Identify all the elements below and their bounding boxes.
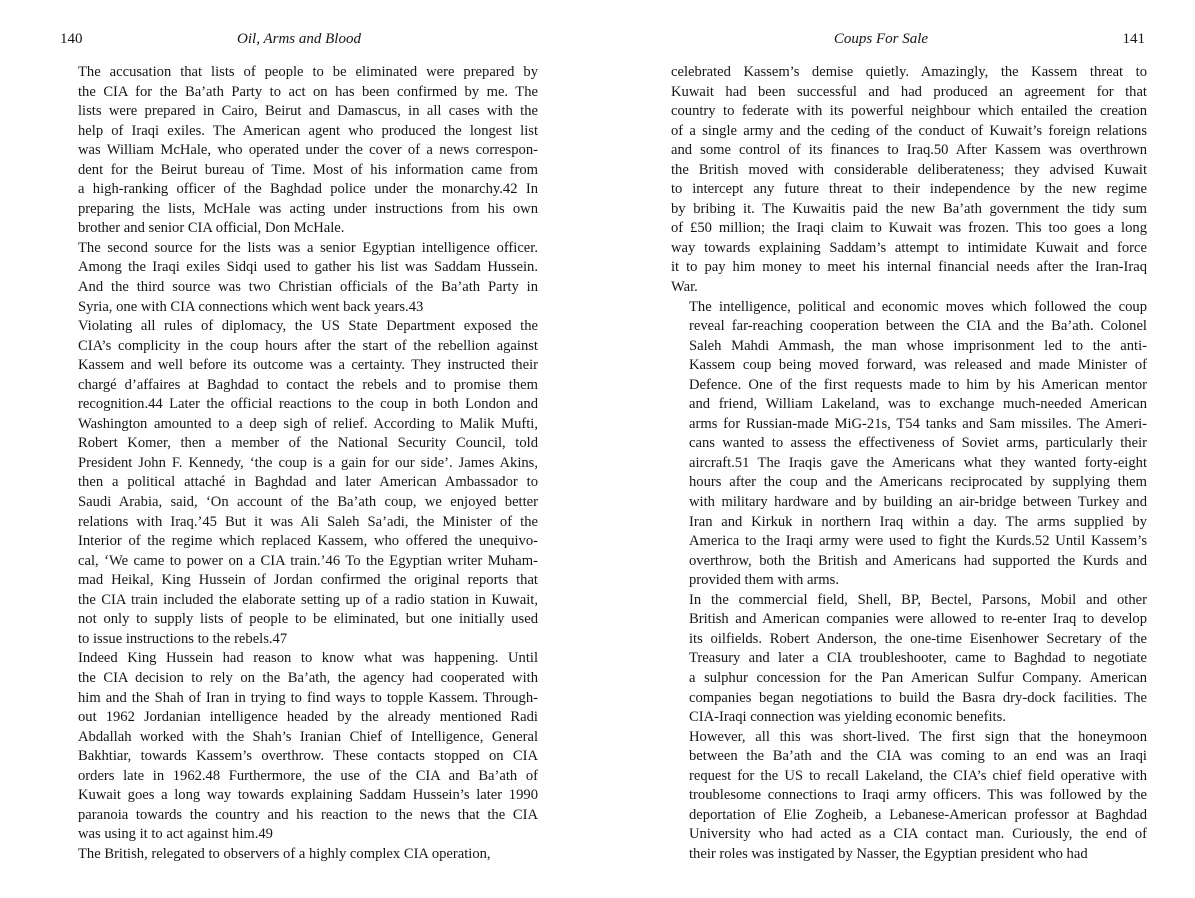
text-line: In the commercial field, Shell, BP, Bectel, Parsons, Mobil and other bbox=[689, 591, 1147, 608]
text-line: and friend, William Lakeland, was to exchange much-needed American bbox=[689, 396, 1147, 413]
text-line: of a single army and the ceding of the conduct of Kuwait’s foreign relations bbox=[671, 122, 1147, 139]
text-line: with military hardware and by building an air-bridge between Turkey and bbox=[689, 494, 1147, 511]
text-line: the CIA train included the elaborate setting up of a radio station in Kuwait, bbox=[78, 591, 538, 608]
text-line: arms for Russian-made MiG-21s, T54 tanks and Sam missiles. The Ameri- bbox=[689, 415, 1147, 432]
text-line: between the Ba’ath and the CIA was coming to an end was an Iraqi bbox=[689, 748, 1147, 765]
text-line: celebrated Kassem’s demise quietly. Amazingly, the Kassem threat to bbox=[671, 64, 1147, 80]
text-line: University who had acted as a CIA contact man. Curiously, the end of bbox=[689, 826, 1147, 843]
text-line: it to pay him money to meet his internal financial needs after the Iran-Iraq bbox=[671, 259, 1147, 276]
text-line: Defence. One of the first requests made to him by his American mentor bbox=[689, 376, 1147, 393]
paragraph bbox=[60, 845, 538, 865]
paragraph bbox=[671, 298, 1147, 591]
text-line: then a political attaché in Baghdad and later American Ambassador to bbox=[78, 474, 538, 491]
text-line: cans wanted to assess the effectiveness of Soviet arms, particularly their bbox=[689, 435, 1147, 452]
text-line: recognition.44 Later the official reactions to the coup in both London and bbox=[78, 396, 538, 413]
text-line: Robert Komer, then a member of the National Security Council, told bbox=[78, 435, 538, 452]
text-line: companies began negotiations to build the Basra dry-dock facilities. The bbox=[689, 689, 1147, 706]
text-line: help of Iraqi exiles. The American agent who produced the longest list bbox=[78, 122, 538, 139]
text-line: out 1962 Jordanian intelligence headed by the already mentioned Radi bbox=[78, 709, 538, 726]
text-line: dent for the Beirut bureau of Time. Most of his information came from bbox=[78, 161, 538, 178]
text-line: paranoia towards the country and his reaction to the news that the CIA bbox=[78, 806, 538, 823]
text-line: by bribing it. The Kuwaitis paid the new Ba’ath government the tidy sum bbox=[671, 200, 1147, 217]
text-line: Indeed King Hussein had reason to know what was happening. Until bbox=[78, 650, 538, 667]
text-line: Saudi Arabia, said, ‘On account of the Ba’ath coup, we enjoyed better bbox=[78, 494, 538, 511]
text-line: Saleh Mahdi Ammash, the man whose imprisonment led to the anti- bbox=[689, 337, 1147, 354]
text-line: Treasury and later a CIA troubleshooter, came to Baghdad to negotiate bbox=[689, 650, 1147, 667]
text-line: Syria, one with CIA connections which went back years.43 bbox=[78, 298, 424, 315]
right-body-text bbox=[671, 63, 1147, 864]
text-line: the British moved with considerable deliberateness; they advised Kuwait bbox=[671, 161, 1147, 178]
text-line: and some control of its finances to Iraq.50 After Kassem was overthrown bbox=[671, 142, 1147, 159]
text-line: British and American companies were allowed to re-enter Iraq to develop bbox=[689, 611, 1147, 628]
paragraph bbox=[671, 63, 1147, 298]
text-line: to intercept any future threat to their independence by the new regime bbox=[671, 181, 1147, 198]
text-line: lists were prepared in Cairo, Beirut and Damascus, in all cases with the bbox=[78, 103, 538, 120]
text-line: War. bbox=[671, 279, 698, 296]
text-line: request for the US to recall Lakeland, the CIA’s chief field operative with bbox=[689, 767, 1147, 784]
paragraph bbox=[60, 239, 538, 317]
text-line: way towards explaining Saddam’s attempt to intimidate Kuwait and force bbox=[671, 239, 1147, 256]
text-line: The intelligence, political and economic moves which followed the coup bbox=[689, 298, 1147, 315]
paragraph bbox=[60, 63, 538, 239]
paragraph bbox=[60, 649, 538, 844]
paragraph bbox=[671, 591, 1147, 728]
text-line: And the third source was two Christian officials of the Ba’ath Party in bbox=[78, 279, 538, 296]
text-line: The accusation that lists of people to be eliminated were prepared by bbox=[78, 64, 538, 80]
text-line: aircraft.51 The Iraqis gave the Americans what they wanted forty-eight bbox=[689, 454, 1147, 471]
text-line: orders late in 1962.48 Furthermore, the use of the CIA and Ba’ath of bbox=[78, 767, 538, 784]
text-line: was William McHale, who operated under the cover of a news correspon- bbox=[78, 142, 538, 159]
text-line: Violating all rules of diplomacy, the US State Department exposed the bbox=[78, 318, 538, 335]
text-line: overthrow, both the British and Americans had supported the Kurds and bbox=[689, 552, 1147, 569]
left-body-text bbox=[60, 63, 538, 864]
page-number: 140 bbox=[60, 31, 83, 47]
text-line: a sulphur concession for the Pan American Sulfur Company. American bbox=[689, 669, 1147, 686]
text-line: America to the Iraqi army were used to fight the Kurds.52 Until Kassem’s bbox=[689, 533, 1147, 550]
paragraph bbox=[60, 317, 538, 649]
text-line: CIA-Iraqi connection was yielding economic benefits. bbox=[689, 709, 1006, 726]
text-line: country to federate with its powerful neighbour which entailed the creation bbox=[671, 103, 1147, 120]
left-running-head bbox=[60, 31, 538, 53]
text-line: a high-ranking officer of the Baghdad police under the monarchy.42 In bbox=[78, 181, 538, 198]
text-line: hours after the coup and the Americans reciprocated by supplying them bbox=[689, 474, 1147, 491]
text-line: the CIA for the Ba’ath Party to act on has been confirmed by me. The bbox=[78, 83, 538, 100]
text-line: preparing the lists, McHale was acting under instructions from his own bbox=[78, 200, 538, 217]
text-line: The British, relegated to observers of a highly complex CIA operation, bbox=[78, 845, 491, 862]
text-line: Among the Iraqi exiles Sidqi used to gather his list was Saddam Hussein. bbox=[78, 259, 538, 276]
text-line: to issue instructions to the rebels.47 bbox=[78, 630, 288, 647]
text-line: its oilfields. Robert Anderson, the one-time Eisenhower Secretary of the bbox=[689, 630, 1147, 647]
text-line: Interior of the regime which replaced Kassem, who offered the unequivo- bbox=[78, 533, 538, 550]
text-line: their roles was instigated by Nasser, the Egyptian president who had bbox=[689, 845, 1088, 862]
paragraph bbox=[671, 728, 1147, 865]
text-line: the CIA decision to rely on the Ba’ath, the agency had cooperated with bbox=[78, 669, 538, 686]
text-line: cal, ‘We came to power on a CIA train.’46 To the Egyptian writer Muham- bbox=[78, 552, 538, 569]
chapter-title-header: Coups For Sale bbox=[833, 31, 929, 47]
text-line: Bakhtiar, towards Kassem’s overthrow. These contacts stopped on CIA bbox=[78, 748, 538, 765]
book-title-header: Oil, Arms and Blood bbox=[237, 31, 361, 47]
text-line: Iran and Kirkuk in northern Iraq within a day. The arms supplied by bbox=[689, 513, 1147, 530]
text-line: Kassem coup being moved forward, was released and made Minister of bbox=[689, 357, 1147, 374]
text-line: Abdallah worked with the Shah’s Iranian Chief of Intelligence, General bbox=[78, 728, 538, 745]
text-line: him and the Shah of Iran in trying to find ways to topple Kassem. Through- bbox=[78, 689, 538, 706]
text-line: troublesome connections to Iraqi army officers. This was followed by the bbox=[689, 787, 1147, 804]
text-line: reveal far-reaching cooperation between the CIA and the Ba’ath. Colonel bbox=[689, 318, 1147, 335]
text-line: deportation of Elie Zogheib, a Lebanese-American professor at Baghdad bbox=[689, 806, 1147, 823]
text-line: President John F. Kennedy, ‘the coup is a gain for our side’. James Akins, bbox=[78, 454, 538, 471]
text-line: chargé d’affaires at Baghdad to contact the rebels and to promise them bbox=[78, 376, 538, 393]
text-line: Washington amounted to a deep sigh of relief. According to Malik Mufti, bbox=[78, 415, 538, 432]
right-running-head bbox=[671, 31, 1147, 53]
text-line: relations with Iraq.’45 But it was Ali Saleh Sa’adi, the Minister of the bbox=[78, 513, 538, 530]
text-line: was using it to act against him.49 bbox=[78, 826, 273, 843]
text-line: Kuwait goes a long way towards explaining Saddam Hussein’s later 1990 bbox=[78, 787, 538, 804]
text-line: Kuwait had been successful and had produced an agreement for that bbox=[671, 83, 1147, 100]
text-line: However, all this was short-lived. The first sign that the honeymoon bbox=[689, 728, 1147, 745]
text-line: of £50 million; the Iraqi claim to Kuwait was frozen. This too goes a long bbox=[671, 220, 1147, 237]
page-number: 141 bbox=[1122, 31, 1145, 47]
text-line: provided them with arms. bbox=[689, 572, 839, 589]
text-line: mad Heikal, King Hussein of Jordan confirmed the original reports that bbox=[78, 572, 538, 589]
text-line: Kassem and well before its outcome was a certainty. They instructed their bbox=[78, 357, 538, 374]
text-line: The second source for the lists was a senior Egyptian intelligence officer. bbox=[78, 239, 538, 256]
text-line: CIA’s complicity in the coup hours after the start of the rebellion against bbox=[78, 337, 538, 354]
text-line: not only to supply lists of people to be eliminated, but one initially used bbox=[78, 611, 538, 628]
text-line: brother and senior CIA official, Don McHale. bbox=[78, 220, 345, 237]
